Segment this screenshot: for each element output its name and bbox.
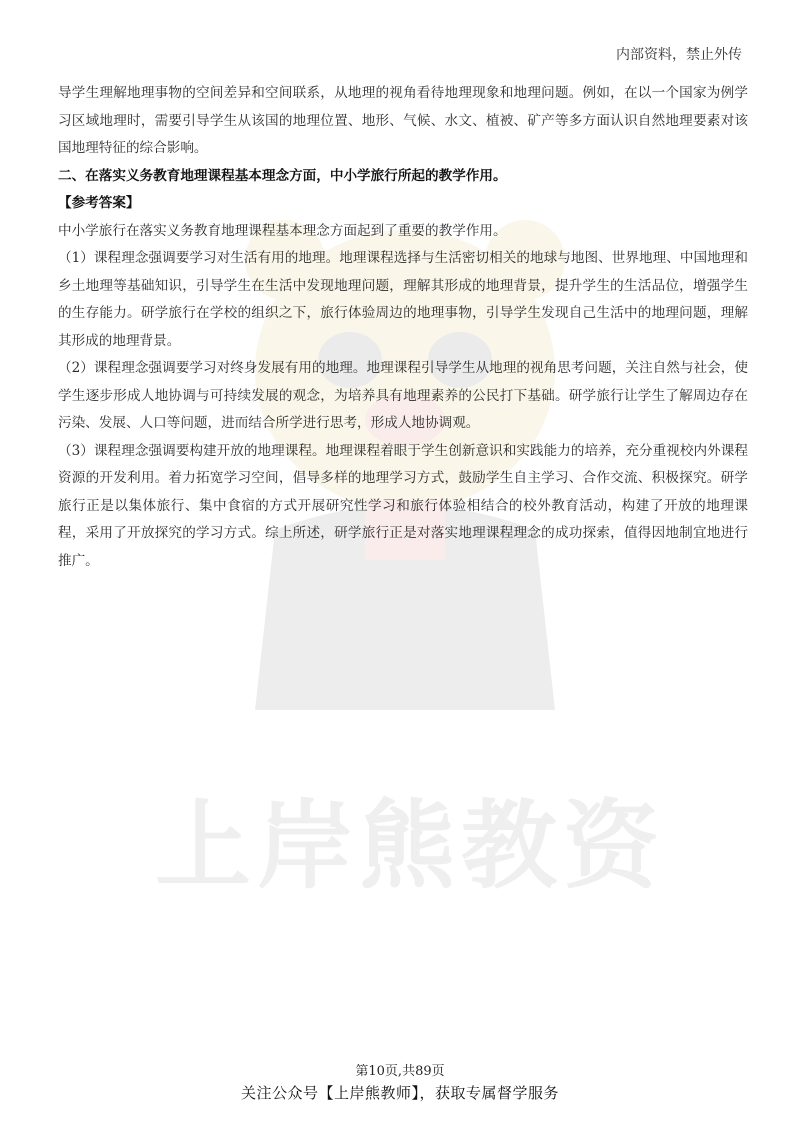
- footer-promo: 关注公众号【上岸熊教师】，获取专属督学服务: [240, 1084, 559, 1102]
- confidential-note: 内部资料，禁止外传: [616, 47, 742, 63]
- watermark-text: 上岸熊教资: [155, 790, 665, 902]
- document-body: [58, 80, 748, 575]
- paragraph-continued: 导学生理解地理事物的空间差异和空间联系，从地理的视角看待地理现象和地理问题。例如，在以一个国家为例学习区域地理时，需要引导学生从该国的地理位置、地形、气候、水文、植被、矿产等多方面认识自然地理要素对该国地理特征的综合影响。: [58, 85, 748, 156]
- answer-label: 【参考答案】: [58, 195, 140, 211]
- answer-intro: 中小学旅行在落实义务教育地理课程基本理念方面起到了重要的教学作用。: [58, 222, 507, 239]
- answer-item-2: （2）课程理念强调要学习对终身发展有用的地理。地理课程引导学生从地理的视角思考问题，关注自然与社会，使学生逐步形成人地协调与可持续发展的观念，为培养具有地理素养的公民打下基础。研学旅行让学生了解周边存在污染、发展、人口等问题，进而结合所学进行思考，形成人地协调观。: [58, 360, 748, 431]
- page-number: 第10页,共89页: [355, 1064, 445, 1079]
- answer-item-3: （3）课程理念强调要构建开放的地理课程。地理课程着眼于学生创新意识和实践能力的培养，充分重视校内外课程资源的开发利用。着力拓宽学习空间，倡导多样的地理学习方式，鼓励学生自主学习、合作交流、积极探究。研学旅行正是以集体旅行、集中食宿的方式开展研究性学习和旅行体验相结合的校外教育活动，构建了开放的地理课程，采用了开放探究的学习方式。综上所述，研学旅行正是对落实地理课程理念的成功探索，值得因地制宜地进行推广。: [58, 442, 748, 569]
- answer-item-1: （1）课程理念强调要学习对生活有用的地理。地理课程选择与生活密切相关的地球与地图、世界地理、中国地理和乡土地理等基础知识，引导学生在生活中发现地理问题，理解其形成的地理背景，提升学生的生活品位，增强学生的生存能力。研学旅行在学校的组织之下，旅行体验周边的地理事物，引导学生发现自己生活中的地理问题，理解其形成的地理背景。: [58, 250, 748, 349]
- section-title: 二、在落实义务教育地理课程基本理念方面，中小学旅行所起的教学作用。: [58, 167, 507, 184]
